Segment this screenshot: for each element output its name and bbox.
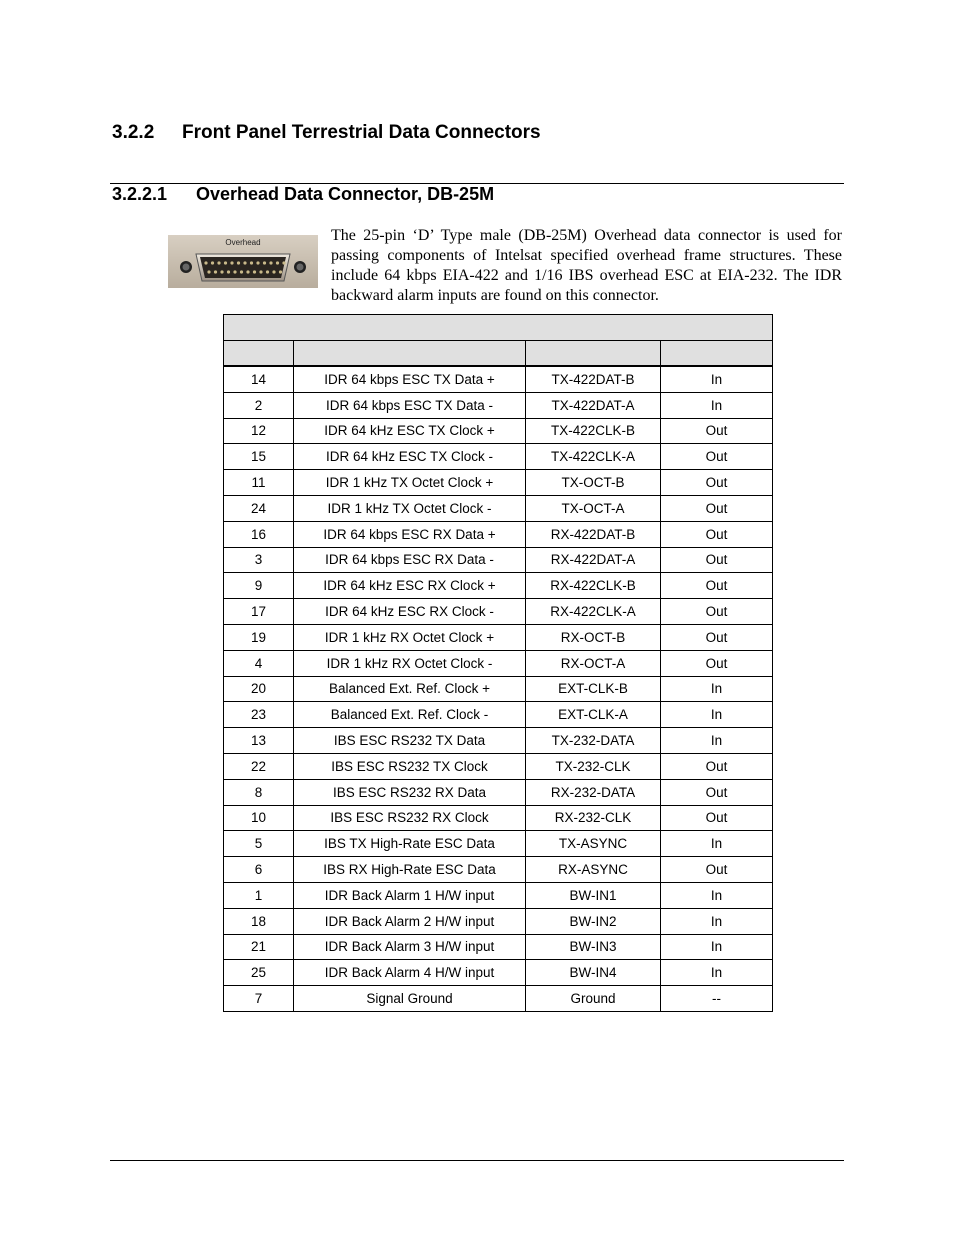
table-row <box>224 831 773 857</box>
overhead-label: Overhead <box>225 238 261 247</box>
signal-cell: RX-422CLK-A <box>526 599 661 625</box>
db25-connector-photo <box>168 235 318 288</box>
table-title-row <box>224 315 773 341</box>
table-row <box>224 573 773 599</box>
direction-cell: Out <box>661 753 773 779</box>
direction-cell: In <box>661 908 773 934</box>
pin-cell: 1 <box>224 882 294 908</box>
pin-cell: 20 <box>224 676 294 702</box>
subsection-number: 3.2.2.1 <box>112 184 168 204</box>
direction-cell: Out <box>661 650 773 676</box>
pin-cell: 6 <box>224 857 294 883</box>
table-row <box>224 857 773 883</box>
description-cell: IDR Back Alarm 4 H/W input <box>294 960 526 986</box>
section-number: 3.2.2 <box>112 122 155 143</box>
description-cell: IDR 64 kbps ESC TX Data + <box>294 366 526 392</box>
header-direction <box>661 341 773 367</box>
pin-cell: 25 <box>224 960 294 986</box>
pin-cell: 17 <box>224 599 294 625</box>
signal-cell: RX-OCT-A <box>526 650 661 676</box>
table-title <box>224 315 773 341</box>
section-title: Front Panel Terrestrial Data Connectors <box>182 122 541 143</box>
table-row <box>224 934 773 960</box>
description-cell: IDR 1 kHz TX Octet Clock + <box>294 470 526 496</box>
description-cell: IDR 64 kHz ESC TX Clock + <box>294 418 526 444</box>
description-cell: Signal Ground <box>294 986 526 1012</box>
table-row <box>224 986 773 1012</box>
signal-cell: TX-232-CLK <box>526 753 661 779</box>
signal-cell: RX-232-DATA <box>526 779 661 805</box>
direction-cell: Out <box>661 547 773 573</box>
header-signal <box>526 341 661 367</box>
pin-cell: 18 <box>224 908 294 934</box>
direction-cell: Out <box>661 573 773 599</box>
table-row <box>224 805 773 831</box>
footer-rule <box>110 1160 844 1161</box>
header-pin <box>224 341 294 367</box>
description-cell: IDR 1 kHz RX Octet Clock - <box>294 650 526 676</box>
direction-cell: In <box>661 702 773 728</box>
description-cell: IDR Back Alarm 1 H/W input <box>294 882 526 908</box>
signal-cell: EXT-CLK-B <box>526 676 661 702</box>
direction-cell: In <box>661 882 773 908</box>
pin-cell: 23 <box>224 702 294 728</box>
table-header-row <box>224 341 773 367</box>
signal-cell: BW-IN2 <box>526 908 661 934</box>
signal-cell: TX-OCT-B <box>526 470 661 496</box>
table-row <box>224 960 773 986</box>
table-row <box>224 779 773 805</box>
direction-cell: Out <box>661 444 773 470</box>
pin-cell: 10 <box>224 805 294 831</box>
pin-cell: 9 <box>224 573 294 599</box>
direction-cell: In <box>661 934 773 960</box>
direction-cell: In <box>661 366 773 392</box>
signal-cell: BW-IN1 <box>526 882 661 908</box>
signal-cell: EXT-CLK-A <box>526 702 661 728</box>
signal-cell: TX-422DAT-A <box>526 392 661 418</box>
direction-cell: In <box>661 960 773 986</box>
pinout-table <box>223 314 773 1012</box>
table-row <box>224 392 773 418</box>
direction-cell: Out <box>661 779 773 805</box>
description-cell: IBS ESC RS232 RX Clock <box>294 805 526 831</box>
signal-cell: RX-422DAT-A <box>526 547 661 573</box>
pin-cell: 14 <box>224 366 294 392</box>
table-row <box>224 599 773 625</box>
table-row <box>224 521 773 547</box>
description-cell: IDR 64 kHz ESC RX Clock + <box>294 573 526 599</box>
table-row <box>224 444 773 470</box>
signal-cell: TX-422DAT-B <box>526 366 661 392</box>
pin-cell: 4 <box>224 650 294 676</box>
table-row <box>224 366 773 392</box>
signal-cell: TX-422CLK-B <box>526 418 661 444</box>
pin-cell: 12 <box>224 418 294 444</box>
header-description <box>294 341 526 367</box>
signal-cell: RX-ASYNC <box>526 857 661 883</box>
table-row <box>224 676 773 702</box>
section-heading <box>112 122 541 144</box>
signal-cell: RX-422DAT-B <box>526 521 661 547</box>
direction-cell: Out <box>661 624 773 650</box>
description-cell: IDR Back Alarm 3 H/W input <box>294 934 526 960</box>
description-cell: IBS ESC RS232 TX Clock <box>294 753 526 779</box>
signal-cell: Ground <box>526 986 661 1012</box>
table-row <box>224 650 773 676</box>
signal-cell: RX-232-CLK <box>526 805 661 831</box>
description-cell: IDR 64 kbps ESC RX Data + <box>294 521 526 547</box>
direction-cell: In <box>661 676 773 702</box>
direction-cell: Out <box>661 599 773 625</box>
table-row <box>224 908 773 934</box>
direction-cell: -- <box>661 986 773 1012</box>
pin-cell: 16 <box>224 521 294 547</box>
signal-cell: BW-IN4 <box>526 960 661 986</box>
description-cell: IDR 64 kbps ESC TX Data - <box>294 392 526 418</box>
direction-cell: In <box>661 831 773 857</box>
description-cell: Balanced Ext. Ref. Clock - <box>294 702 526 728</box>
pin-cell: 13 <box>224 728 294 754</box>
signal-cell: RX-OCT-B <box>526 624 661 650</box>
signal-cell: TX-422CLK-A <box>526 444 661 470</box>
description-cell: IDR 64 kbps ESC RX Data - <box>294 547 526 573</box>
signal-cell: TX-ASYNC <box>526 831 661 857</box>
table-row <box>224 753 773 779</box>
description-cell: IDR 1 kHz RX Octet Clock + <box>294 624 526 650</box>
pin-cell: 19 <box>224 624 294 650</box>
description-cell: IDR Back Alarm 2 H/W input <box>294 908 526 934</box>
direction-cell: Out <box>661 418 773 444</box>
pin-cell: 15 <box>224 444 294 470</box>
table-row <box>224 470 773 496</box>
direction-cell: Out <box>661 495 773 521</box>
pin-cell: 3 <box>224 547 294 573</box>
table-row <box>224 418 773 444</box>
table-row <box>224 547 773 573</box>
signal-cell: BW-IN3 <box>526 934 661 960</box>
pin-cell: 2 <box>224 392 294 418</box>
direction-cell: In <box>661 392 773 418</box>
direction-cell: In <box>661 728 773 754</box>
table-row <box>224 495 773 521</box>
pin-cell: 5 <box>224 831 294 857</box>
signal-cell: TX-OCT-A <box>526 495 661 521</box>
signal-cell: RX-422CLK-B <box>526 573 661 599</box>
direction-cell: Out <box>661 521 773 547</box>
description-cell: IBS TX High-Rate ESC Data <box>294 831 526 857</box>
direction-cell: Out <box>661 805 773 831</box>
description-cell: IBS ESC RS232 RX Data <box>294 779 526 805</box>
table-row <box>224 728 773 754</box>
pin-cell: 24 <box>224 495 294 521</box>
subsection-heading <box>112 184 494 205</box>
description-cell: IDR 64 kHz ESC TX Clock - <box>294 444 526 470</box>
table-row <box>224 882 773 908</box>
pin-cell: 7 <box>224 986 294 1012</box>
pin-cell: 22 <box>224 753 294 779</box>
pin-cell: 8 <box>224 779 294 805</box>
signal-cell: TX-232-DATA <box>526 728 661 754</box>
pin-cell: 11 <box>224 470 294 496</box>
description-cell: IBS ESC RS232 TX Data <box>294 728 526 754</box>
pin-cell: 21 <box>224 934 294 960</box>
table-row <box>224 624 773 650</box>
description-cell: Balanced Ext. Ref. Clock + <box>294 676 526 702</box>
subsection-title: Overhead Data Connector, DB-25M <box>196 184 495 204</box>
description-cell: IDR 1 kHz TX Octet Clock - <box>294 495 526 521</box>
direction-cell: Out <box>661 470 773 496</box>
description-cell: IDR 64 kHz ESC RX Clock - <box>294 599 526 625</box>
connector-description: The 25-pin ‘D’ Type male (DB-25M) Overhead data connector is used for passing components of Intelsat specified overhead frame structures. These include 64 kbps EIA-422 and 1/16 IBS overhead ESC at EIA-232. The IDR backward alarm inputs are found on this connector. <box>331 227 842 304</box>
description-cell: IBS RX High-Rate ESC Data <box>294 857 526 883</box>
direction-cell: Out <box>661 857 773 883</box>
table-row <box>224 702 773 728</box>
